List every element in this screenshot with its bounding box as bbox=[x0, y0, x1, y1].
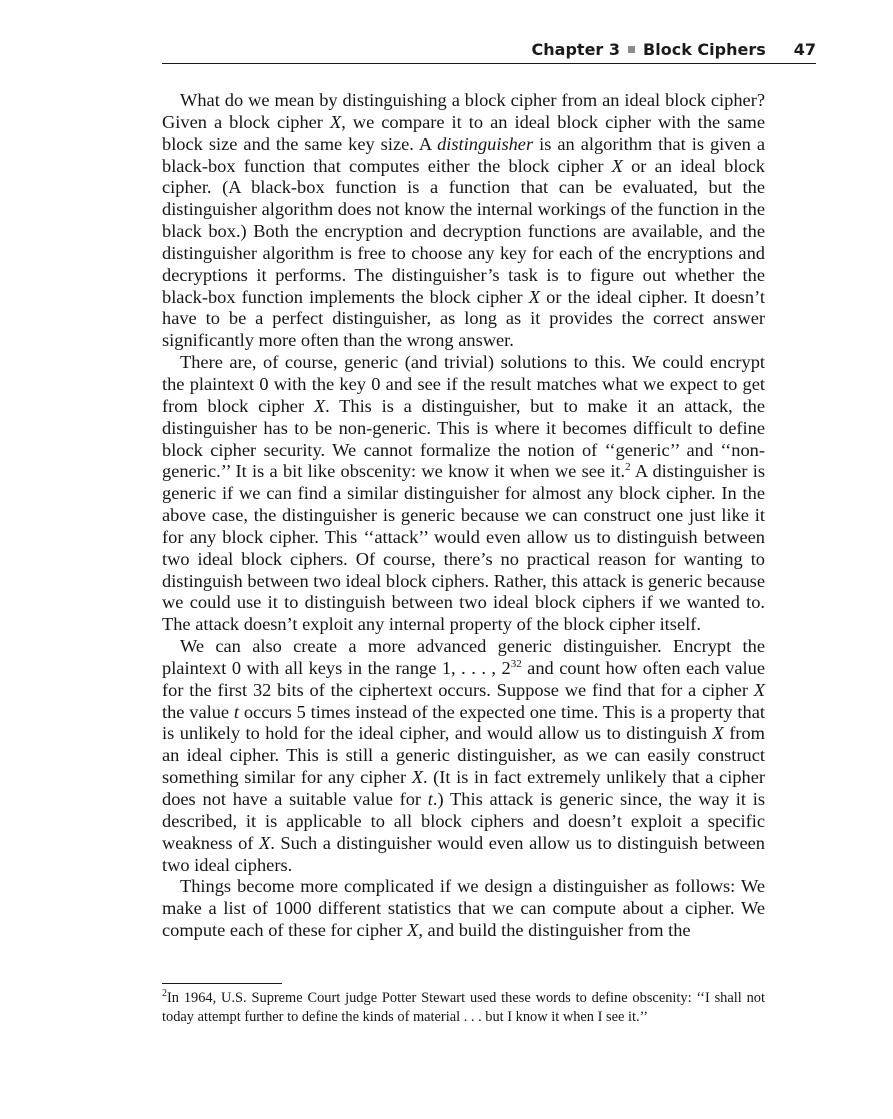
math-variable: X bbox=[411, 767, 423, 788]
header-rule bbox=[162, 63, 816, 64]
footnote-text: In 1964, U.S. Supreme Court judge Potter Stewart used these words to define obscenity: ‘‘I shall not today attempt further to define the kinds of material . . . but I know it when I see it.’’ bbox=[162, 990, 765, 1025]
math-variable: X bbox=[407, 920, 419, 941]
footnote-rule bbox=[162, 983, 282, 984]
page-number: 47 bbox=[793, 40, 816, 59]
math-variable: X bbox=[611, 155, 623, 176]
math-variable: t bbox=[233, 701, 240, 722]
text-run: the value bbox=[162, 701, 234, 722]
body-text bbox=[162, 90, 765, 942]
footnote-reference: 2 bbox=[625, 461, 631, 474]
math-variable: X bbox=[259, 832, 271, 853]
text-run: Things become more complicated if we design a distinguisher as follows: We make a list of 1000 different statistics that we can compute about a cipher. We compute each of these for cipher bbox=[162, 876, 765, 941]
math-variable: t bbox=[427, 789, 433, 809]
math-variable: X bbox=[753, 679, 765, 700]
text-run: occurs 5 times instead of the expected one time. This is a property that is unlikely to hold for the ideal cipher, and would allow us to distinguish bbox=[162, 701, 765, 744]
chapter-label: Chapter 3 bbox=[531, 40, 621, 59]
defined-term: distinguisher bbox=[437, 133, 534, 154]
text-run: and count how often each value for the first 32 bits of the ciphertext occurs. Suppose we find that for a cipher bbox=[162, 657, 766, 700]
text-run: , we compare it to an ideal block cipher with the same block size and the same key size. A bbox=[162, 111, 765, 154]
running-header bbox=[162, 40, 816, 62]
text-run: . (It is in fact extremely unlikely that a cipher does not have a suitable value for bbox=[162, 767, 766, 809]
paragraph-4 bbox=[162, 876, 765, 942]
footnote-marker: 2 bbox=[162, 988, 167, 1000]
footnote bbox=[162, 989, 765, 1026]
text-run: There are, of course, generic (and trivial) solutions to this. We could encrypt the plaintext 0 with the key 0 and see if the result matches what we expect to get from block cipher bbox=[162, 352, 765, 416]
text-run: A distinguisher is generic if we can find a similar distinguisher for almost any block cipher. In the above case, the distinguisher is generic because we can construct one just like it for any block cipher. This ‘‘attack’’ would even allow us to distinguish between two ideal block ciphers. Of course, there’s no practical reason for wanting to distinguish between two ideal block ciphers. Rather, this attack is generic because we could use it to distinguish between two ideal block ciphers if we wanted to. The attack doesn’t exploit any internal property of the block cipher itself. bbox=[162, 461, 765, 635]
text-run: . This is a distinguisher, but to make it an attack, the distinguisher has to be non-generic. This is where it becomes difficult to define block cipher security. We cannot formalize the notion of ‘‘generic’’ and ‘‘non-generic.’’ It is a bit like obscenity: we know it when we see it. bbox=[162, 395, 766, 482]
paragraph-2 bbox=[162, 352, 765, 636]
text-run: is an algorithm that is given a black-box function that computes either the block cipher bbox=[162, 133, 765, 176]
math-variable: X bbox=[313, 395, 326, 416]
text-run: or the ideal cipher. It doesn’t have to be a perfect distinguisher, as long as it provides the correct answer significantly more often than the wrong answer. bbox=[162, 286, 766, 351]
paragraph-1 bbox=[162, 90, 765, 352]
text-run: What do we mean by distinguishing a block cipher from an ideal block cipher? Given a block cipher bbox=[162, 90, 765, 132]
text-run: or an ideal block cipher. (A black-box function is a function that can be evaluated, but the distinguisher algorithm does not know the internal workings of the function in the black box.) Both the encryption and decryption functions are available, and the distinguisher algorithm is free to choose any key for each of the encryptions and decryptions it performs. The distinguisher’s task is to figure out whether the black-box function implements the block cipher bbox=[162, 155, 765, 307]
paragraph-3 bbox=[162, 636, 765, 876]
text-run: . Such a distinguisher would even allow us to distinguish between two ideal ciphers. bbox=[162, 832, 765, 875]
math-variable: X bbox=[528, 286, 541, 307]
exponent: 32 bbox=[510, 657, 522, 670]
text-run: , and build the distinguisher from the bbox=[418, 920, 691, 941]
math-variable: X bbox=[329, 111, 342, 132]
text-run: We can also create a more advanced generic distinguisher. Encrypt the plaintext 0 with all keys in the range 1, . . . , 2 bbox=[162, 636, 765, 678]
section-title: Block Ciphers bbox=[643, 40, 766, 59]
header-separator-square bbox=[628, 46, 635, 53]
text-run: .) This attack is generic since, the way it is described, it is applicable to all block ciphers and doesn’t exploit a specific weakness of bbox=[162, 789, 765, 853]
math-variable: X bbox=[712, 723, 724, 744]
text-run: from an ideal cipher. This is still a generic distinguisher, as we can easily construct something similar for any cipher bbox=[162, 723, 765, 788]
